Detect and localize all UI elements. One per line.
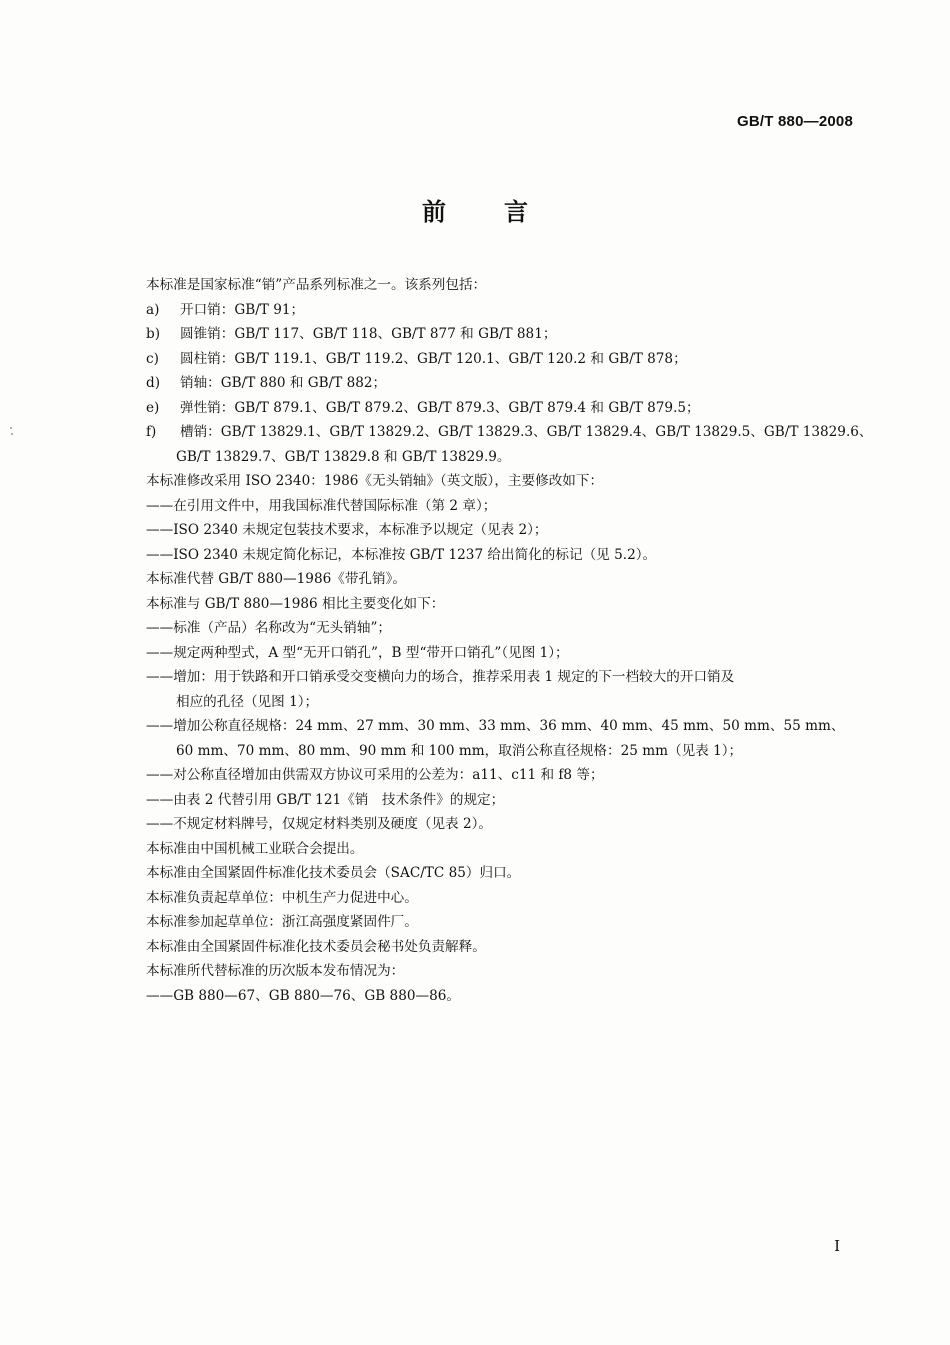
list-marker: a) bbox=[146, 301, 160, 318]
change-item: ——增加公称直径规格：24 mm、27 mm、30 mm、33 mm、36 mm、40 mm、45 mm、50 mm、55 mm、 bbox=[146, 718, 845, 734]
iso-change-item: ——ISO 2340 未规定简化标记，本标准按 GB/T 1237 给出简化的标记（见 5.2）。 bbox=[146, 546, 657, 563]
changes-intro-paragraph: 本标准与 GB/T 880—1986 相比主要变化如下： bbox=[146, 595, 445, 612]
list-marker: f) bbox=[146, 424, 157, 440]
closing-paragraph: 本标准由中国机械工业联合会提出。 bbox=[146, 840, 364, 857]
list-item bbox=[146, 322, 858, 347]
list-marker: e) bbox=[146, 399, 160, 416]
change-item-continuation: 相应的孔径（见图 1）； bbox=[176, 693, 319, 710]
scan-speck bbox=[10, 427, 12, 429]
list-marker: d) bbox=[146, 375, 161, 391]
change-item: ——增加：用于铁路和开口销承受交变横向力的场合，推荐采用表 1 规定的下一档较大的开口销及 bbox=[146, 669, 735, 685]
list-item bbox=[146, 420, 873, 445]
closing-paragraph: 本标准由全国紧固件标准化技术委员会秘书处负责解释。 bbox=[146, 938, 486, 955]
list-item-text: 槽销：GB/T 13829.1、GB/T 13829.2、GB/T 13829.3、GB/T 13829.4、GB/T 13829.5、GB/T 13829.6、 bbox=[180, 424, 873, 440]
change-item: ——规定两种型式，A 型“无开口销孔”，B 型“带开口销孔”（见图 1）； bbox=[146, 644, 569, 661]
list-item bbox=[146, 396, 858, 421]
iso-adoption-paragraph: 本标准修改采用 ISO 2340：1986《无头销轴》（英文版），主要修改如下： bbox=[146, 473, 604, 489]
list-item bbox=[146, 298, 858, 323]
closing-paragraph: 本标准负责起草单位：中机生产力促进中心。 bbox=[146, 889, 418, 906]
replaces-paragraph: 本标准代替 GB/T 880—1986《带孔销》。 bbox=[146, 571, 407, 587]
change-item: ——对公称直径增加由供需双方协议可采用的公差为：a11、c11 和 f8 等； bbox=[146, 767, 604, 783]
list-item-text: 销轴：GB/T 880 和 GB/T 882； bbox=[180, 375, 387, 391]
list-item bbox=[146, 347, 858, 372]
iso-change-item: ——在引用文件中，用我国标准代替国际标准（第 2 章）； bbox=[146, 497, 497, 514]
closing-paragraph: 本标准参加起草单位：浙江高强度紧固件厂。 bbox=[146, 914, 418, 930]
change-item: ——标准（产品）名称改为“无头销轴”； bbox=[146, 620, 391, 636]
foreword-body bbox=[146, 273, 873, 1008]
iso-change-item: ——ISO 2340 未规定包装技术要求，本标准予以规定（见表 2）； bbox=[146, 522, 548, 538]
change-item: ——不规定材料牌号，仅规定材料类别及硬度（见表 2）。 bbox=[146, 816, 493, 832]
scan-speck bbox=[11, 433, 13, 435]
list-item-text: 圆锥销：GB/T 117、GB/T 118、GB/T 877 和 GB/T 881； bbox=[180, 326, 557, 342]
closing-paragraph: 本标准由全国紧固件标准化技术委员会（SAC/TC 85）归口。 bbox=[146, 865, 521, 881]
closing-paragraph: ——GB 880—67、GB 880—76、GB 880—86。 bbox=[146, 987, 460, 1004]
change-item: ——由表 2 代替引用 GB/T 121《销 技术条件》的规定； bbox=[146, 791, 505, 808]
list-marker: c) bbox=[146, 350, 159, 367]
list-marker: b) bbox=[146, 326, 161, 342]
page-title: 前言 bbox=[422, 198, 586, 226]
change-item-continuation: 60 mm、70 mm、80 mm、90 mm 和 100 mm，取消公称直径规格：25 mm（见表 1）； bbox=[176, 742, 743, 759]
closing-paragraph: 本标准所代替标准的历次版本发布情况为： bbox=[146, 963, 405, 979]
list-item-continuation: GB/T 13829.7、GB/T 13829.8 和 GB/T 13829.9。 bbox=[176, 448, 511, 465]
list-item-text: 弹性销：GB/T 879.1、GB/T 879.2、GB/T 879.3、GB/T 879.4 和 GB/T 879.5； bbox=[180, 399, 700, 416]
intro-paragraph: 本标准是国家标准“销”产品系列标准之一。该系列包括： bbox=[146, 277, 487, 293]
list-item bbox=[146, 371, 858, 396]
page-number: I bbox=[834, 1237, 840, 1255]
list-item-text: 圆柱销：GB/T 119.1、GB/T 119.2、GB/T 120.1、GB/T 120.2 和 GB/T 878； bbox=[180, 350, 687, 367]
standard-number: GB/T 880—2008 bbox=[737, 113, 853, 130]
list-item-text: 开口销：GB/T 91； bbox=[180, 301, 305, 318]
